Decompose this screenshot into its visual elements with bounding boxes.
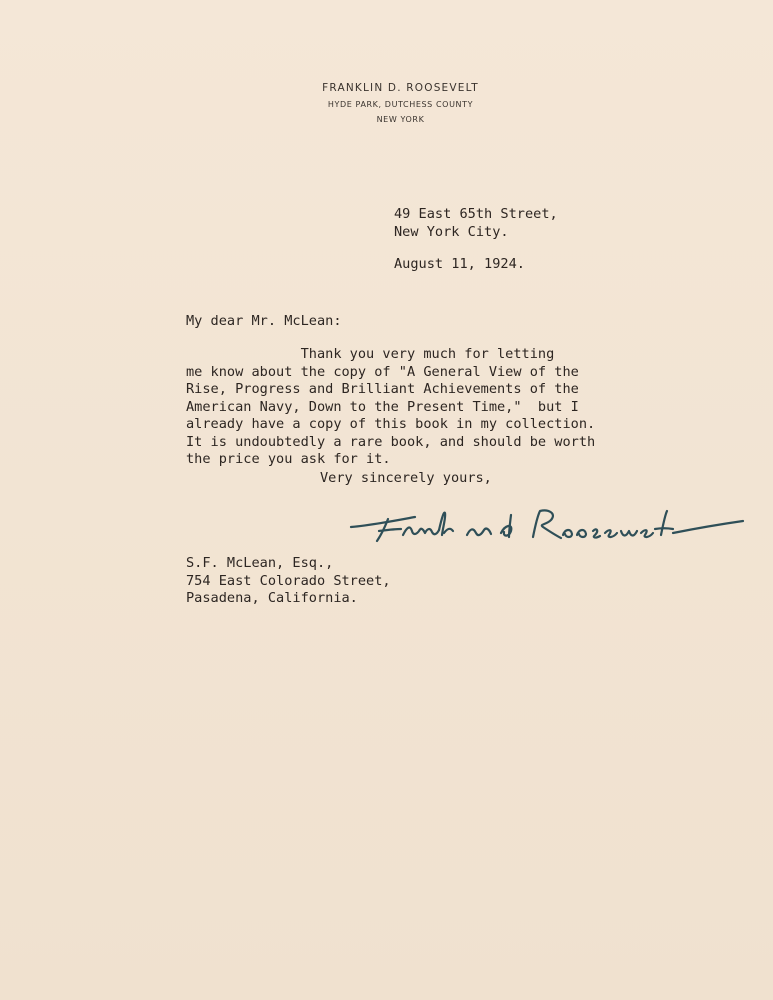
sender-address: [394, 206, 558, 241]
letterhead-state: NEW YORK: [376, 115, 425, 124]
closing: Very sincerely yours,: [320, 470, 492, 486]
letterhead-location: HYDE PARK, DUTCHESS COUNTY: [327, 100, 474, 109]
handwritten-signature: [343, 505, 748, 545]
body-line: already have a copy of this book in my collection.: [186, 416, 596, 432]
letter-date: August 11, 1924.: [394, 256, 525, 272]
body-line: Rise, Progress and Brilliant Achievements of the: [186, 381, 579, 397]
letterhead: [0, 82, 773, 124]
letterhead-name: FRANKLIN D. ROOSEVELT: [322, 82, 479, 94]
salutation: My dear Mr. McLean:: [186, 313, 342, 329]
sender-address-line: 49 East 65th Street,: [394, 206, 558, 222]
body-line: It is undoubtedly a rare book, and should be worth: [186, 433, 596, 450]
recipient-line: Pasadena, California.: [186, 590, 358, 606]
sender-address-line: New York City.: [394, 223, 509, 240]
letter-body: [186, 346, 595, 469]
body-line: me know about the copy of "A General View of the: [186, 363, 579, 380]
recipient-address: [186, 555, 391, 608]
body-line: Thank you very much for letting: [186, 346, 555, 362]
body-line: the price you ask for it.: [186, 451, 391, 467]
body-line: American Navy, Down to the Present Time," but I: [186, 398, 579, 415]
recipient-line: 754 East Colorado Street,: [186, 572, 391, 589]
recipient-line: S.F. McLean, Esq.,: [186, 555, 334, 571]
